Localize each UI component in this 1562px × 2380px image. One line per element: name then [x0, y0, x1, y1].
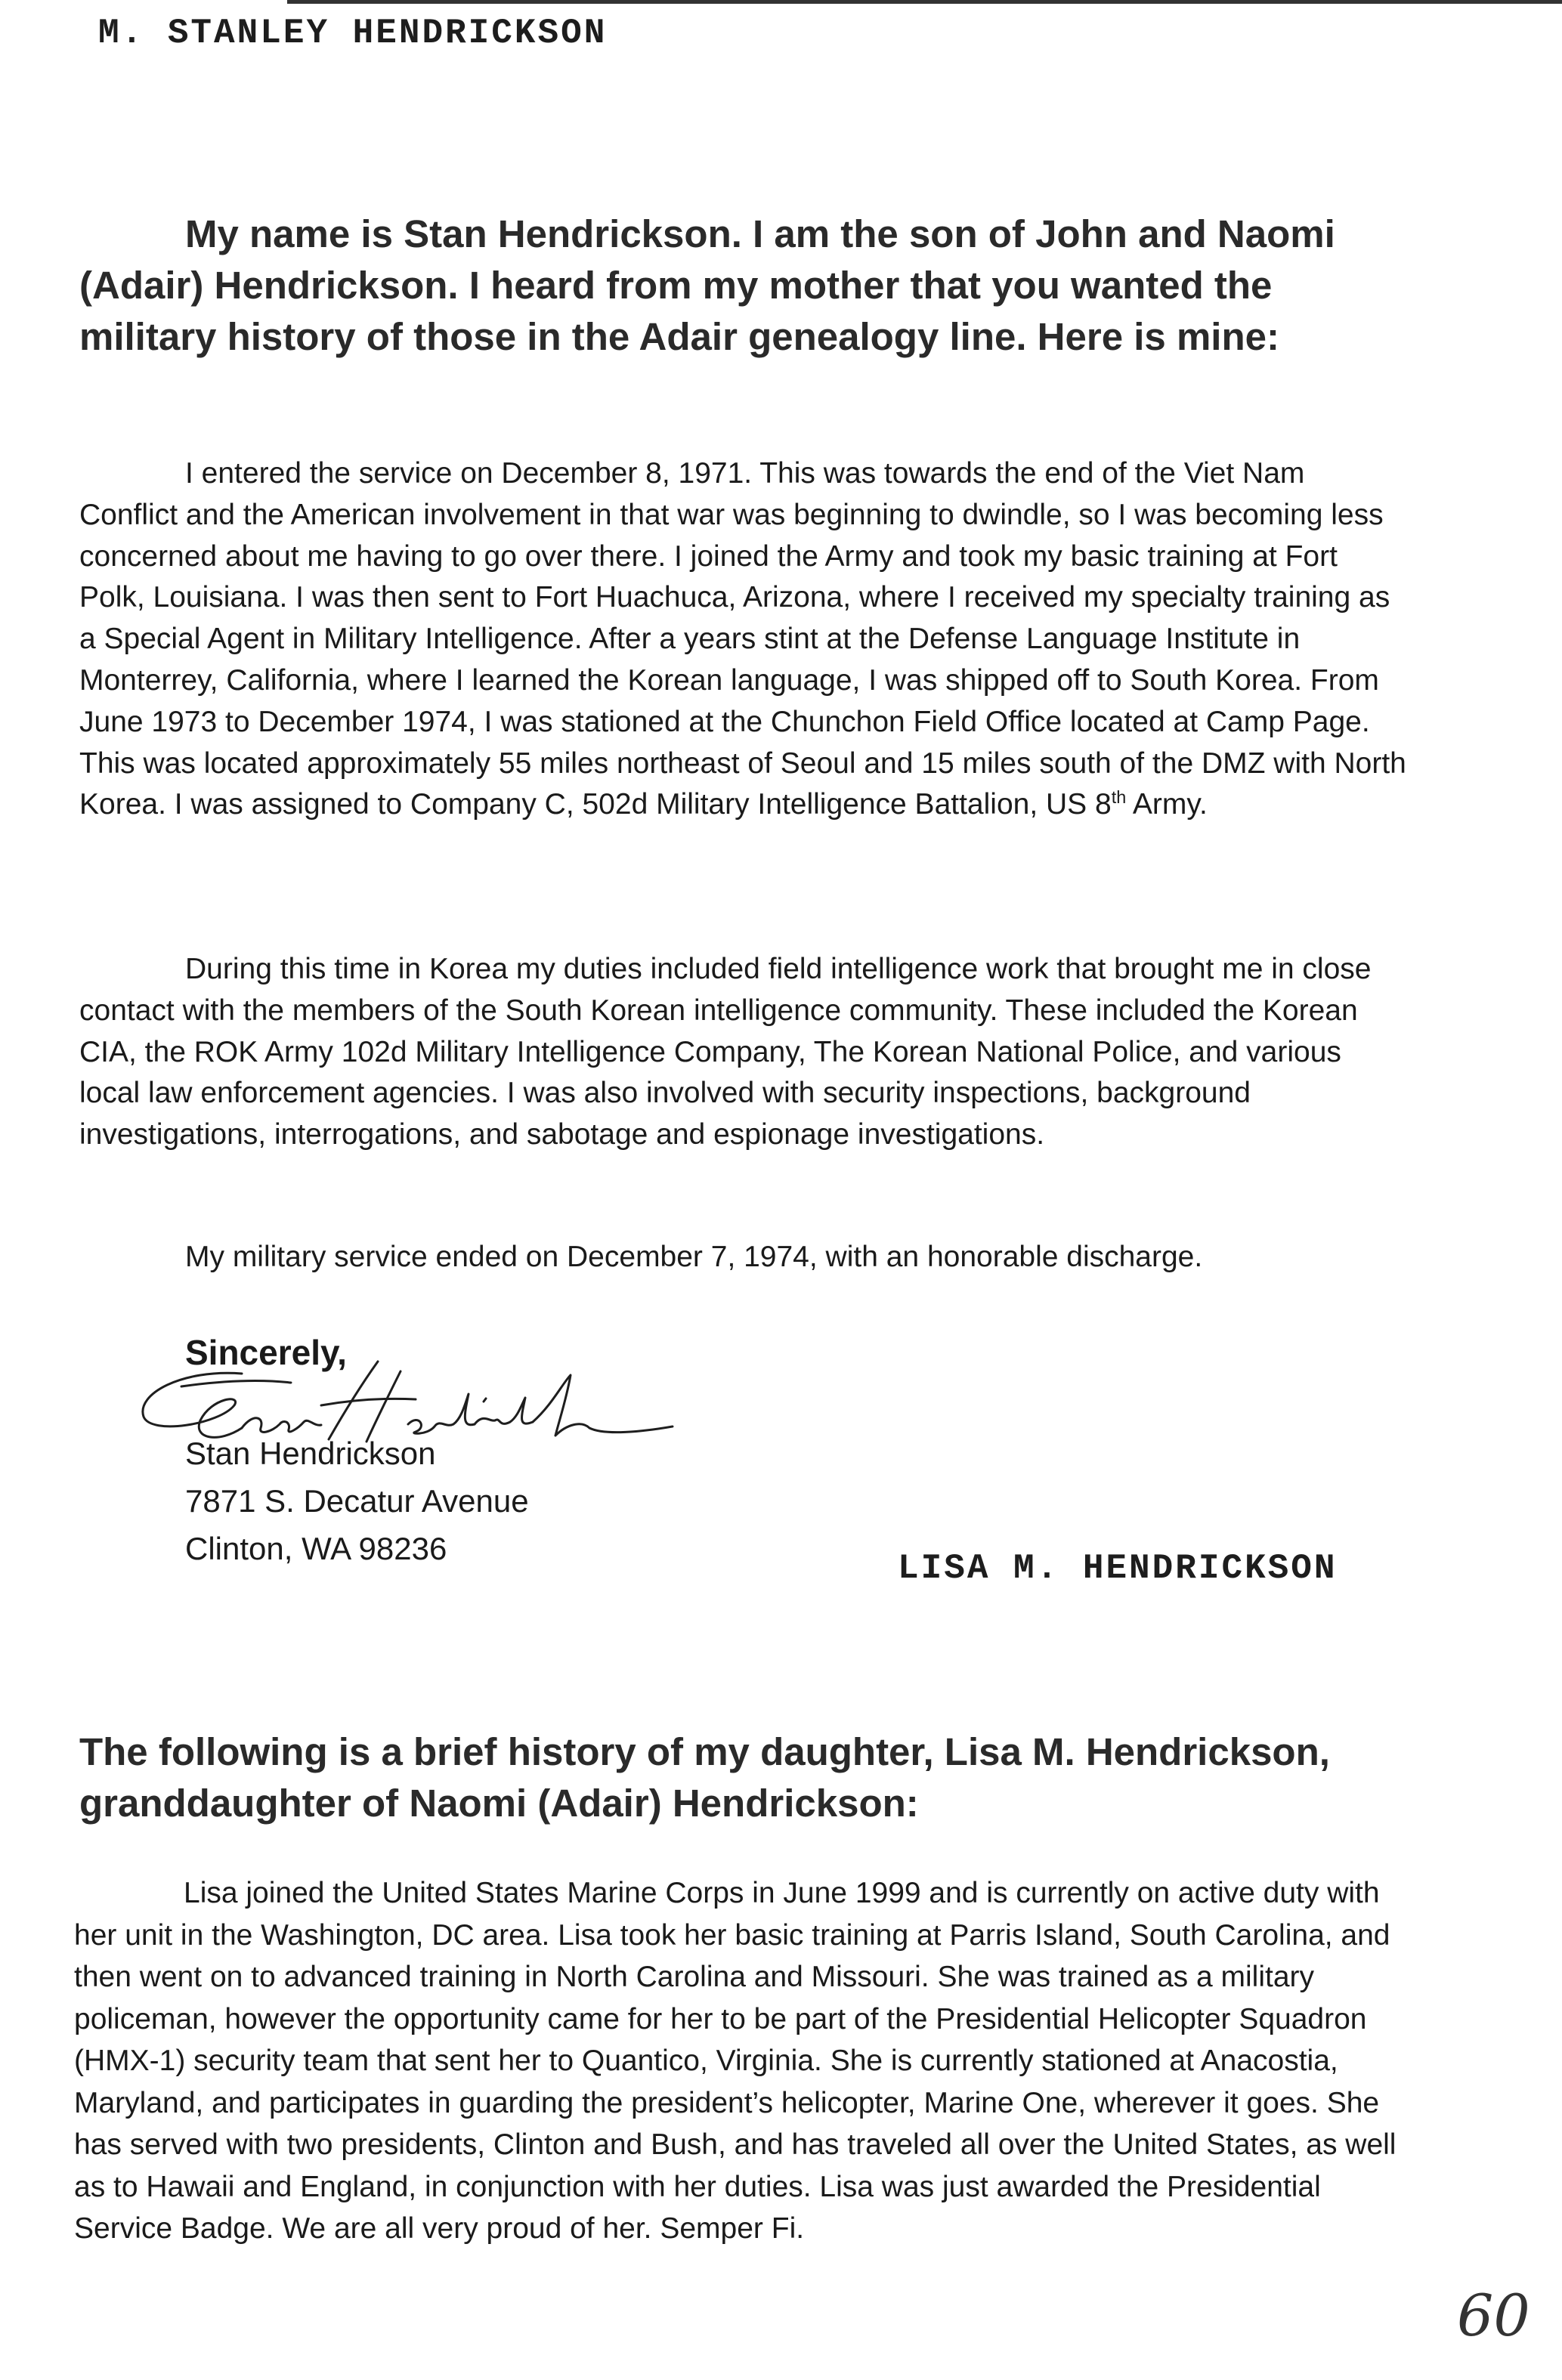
typed-name-label: M. STANLEY HENDRICKSON: [98, 14, 608, 53]
closing-salutation: Sincerely,: [185, 1333, 347, 1372]
page-top-rule: [287, 0, 1562, 4]
service-start-text-end: Army.: [1126, 788, 1208, 821]
korea-duties-paragraph: During this time in Korea my duties included field intelligence work that brought me in close contact with the members of the South Korean intelligence community. These included the Korean CIA, the ROK Army 102d Military Intelligence Company, The Korean National Police, and various local law enforcement agencies. I was also involved with security inspections, background investigations, interrogations, and sabotage and espionage investigations.: [79, 953, 1372, 1151]
service-start-text: I entered the service on December 8, 1971. This was towards the end of the Viet Nam Conflict and the American involvement in that war was beginning to dwindle, so I was becoming less concerned about me having to go over there. I joined the Army and took my basic training at Fort Polk, Louisiana. I was then sent to Fort Huachuca, Arizona, where I received my specialty training as a Special Agent in Military Intelligence. After a years stint at the Defense Language Institute in Monterrey, California, where I learned the Korean language, I was shipped off to South Korea. From June 1973 to December 1974, I was stationed at the Chunchon Field Office located at Camp Page. This was located approximately 55 miles northeast of Seoul and 15 miles south of the DMZ with North Korea. I was assigned to Company C, 502d Military Intelligence Battalion, US 8: [79, 457, 1406, 821]
ordinal-suffix: th: [1111, 787, 1127, 808]
daughter-history-paragraph: Lisa joined the United States Marine Corps in June 1999 and is currently on active duty with her unit in the Washington, DC area. Lisa took her basic training at Parris Island, South Carolina, and then went on to advanced training in North Carolina and Missouri. She was trained as a military policeman, however the opportunity came for her to be part of the Presidential Helicopter Squadron (HMX-1) security team that sent her to Quantico, Virginia. She is currently stationed at Anacostia, Maryland, and participates in guarding the president’s helicopter, Marine One, wherever it goes. She has served with two presidents, Clinton and Bush, and has traveled all over the United States, as well as to Hawaii and England, in conjunction with her duties. Lisa was just awarded the Presidential Service Badge. We are all very proud of her. Semper Fi.: [74, 1877, 1397, 2245]
handwritten-page-number: 60: [1457, 2282, 1530, 2349]
daughter-heading: The following is a brief history of my daughter, Lisa M. Hendrickson, granddaughter of Naomi (Adair) Hendrickson:: [79, 1730, 1330, 1825]
intro-heading: My name is Stan Hendrickson. I am the son of John and Naomi (Adair) Hendrickson. I heard from my mother that you wanted the military history of those in the Adair genealogy line. Here is mine:: [79, 212, 1335, 358]
service-start-paragraph: [79, 453, 1409, 826]
service-end-paragraph: My military service ended on December 7, 1974, with an honorable discharge.: [185, 1241, 1203, 1273]
signer-city-state-zip: Clinton, WA 98236: [185, 1531, 447, 1566]
signer-name: Stan Hendrickson: [185, 1436, 436, 1471]
typed-daughter-label: LISA M. HENDRICKSON: [898, 1549, 1338, 1588]
signer-street-address: 7871 S. Decatur Avenue: [185, 1483, 529, 1519]
